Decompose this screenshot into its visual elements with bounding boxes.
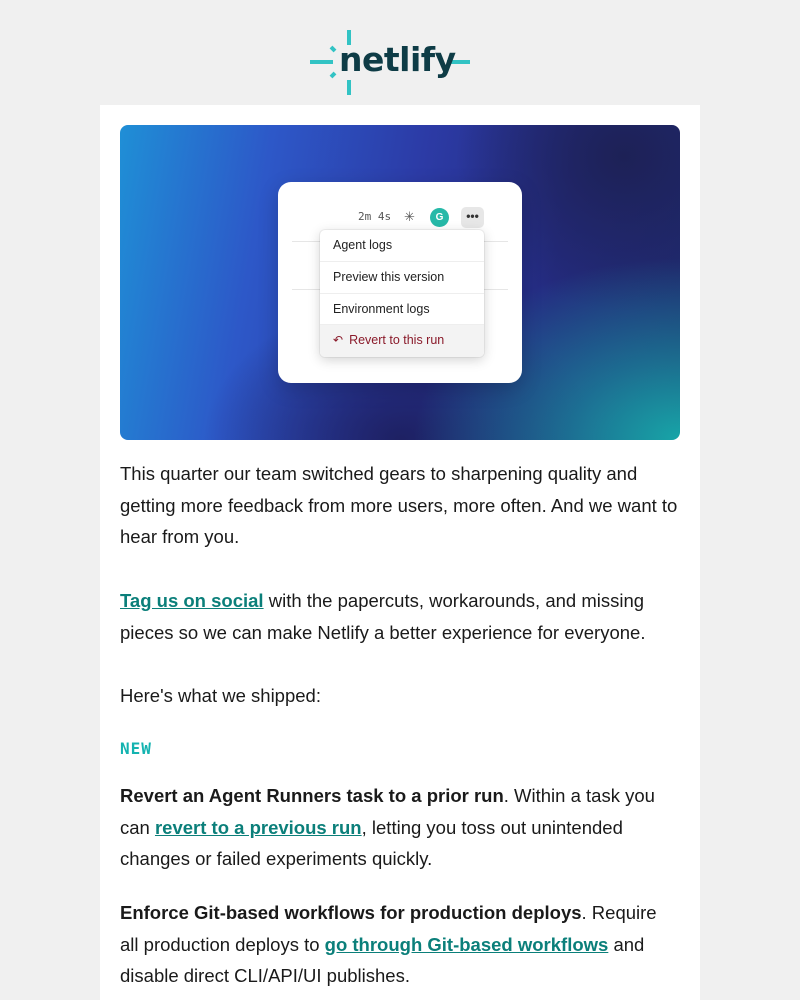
feature-text: , letting you toss out unintended changes or failed experiments quickly.	[120, 816, 623, 869]
feature-title: Enforce Git-based workflows for production deploys	[120, 902, 582, 923]
feature-item	[120, 780, 680, 875]
tag-us-link[interactable]: Tag us on social	[120, 590, 264, 611]
more-options-button[interactable]: •••	[461, 207, 484, 228]
task-run-mock	[278, 182, 522, 383]
avatar[interactable]: G	[430, 208, 449, 227]
email-card	[100, 105, 700, 1000]
feature-text: . Require all production deploys to	[120, 902, 657, 955]
feature-text: . Within a task you can	[120, 785, 655, 838]
feedback-text: with the papercuts, workarounds, and missing pieces so we can make Netlify a better experience for everyone.	[120, 590, 646, 643]
netlify-logo[interactable]	[309, 28, 471, 96]
revert-previous-run-link[interactable]: revert to a previous run	[154, 816, 362, 838]
feature-title: Revert an Agent Runners task to a prior run	[120, 785, 504, 806]
undo-icon: ↶	[333, 333, 344, 348]
feature-item	[120, 897, 680, 992]
email-header	[0, 0, 800, 105]
shipped-heading: Here's what we shipped:	[120, 685, 321, 706]
menu-item-preview-version[interactable]: Preview this version	[320, 262, 484, 294]
git-workflows-link[interactable]: go through Git-based workflows	[324, 933, 609, 955]
logo-wordmark: netlify	[339, 40, 456, 79]
menu-item-agent-logs[interactable]: Agent logs	[320, 230, 484, 262]
run-options-menu	[320, 230, 484, 357]
section-tag-new: NEW	[120, 739, 152, 758]
run-duration: 2m 4s	[358, 210, 392, 223]
feature-text: and disable direct CLI/API/UI publishes.	[120, 933, 645, 986]
hero-image	[120, 125, 680, 440]
spinner-icon: ✳	[404, 209, 415, 224]
menu-item-label: Revert to this run	[349, 333, 445, 348]
menu-item-environment-logs[interactable]: Environment logs	[320, 294, 484, 326]
feedback-paragraph	[120, 585, 680, 648]
menu-item-revert-run[interactable]	[320, 325, 484, 357]
intro-paragraph: This quarter our team switched gears to sharpening quality and getting more feedback from more users, more often. And we want to hear from you.	[120, 463, 678, 547]
